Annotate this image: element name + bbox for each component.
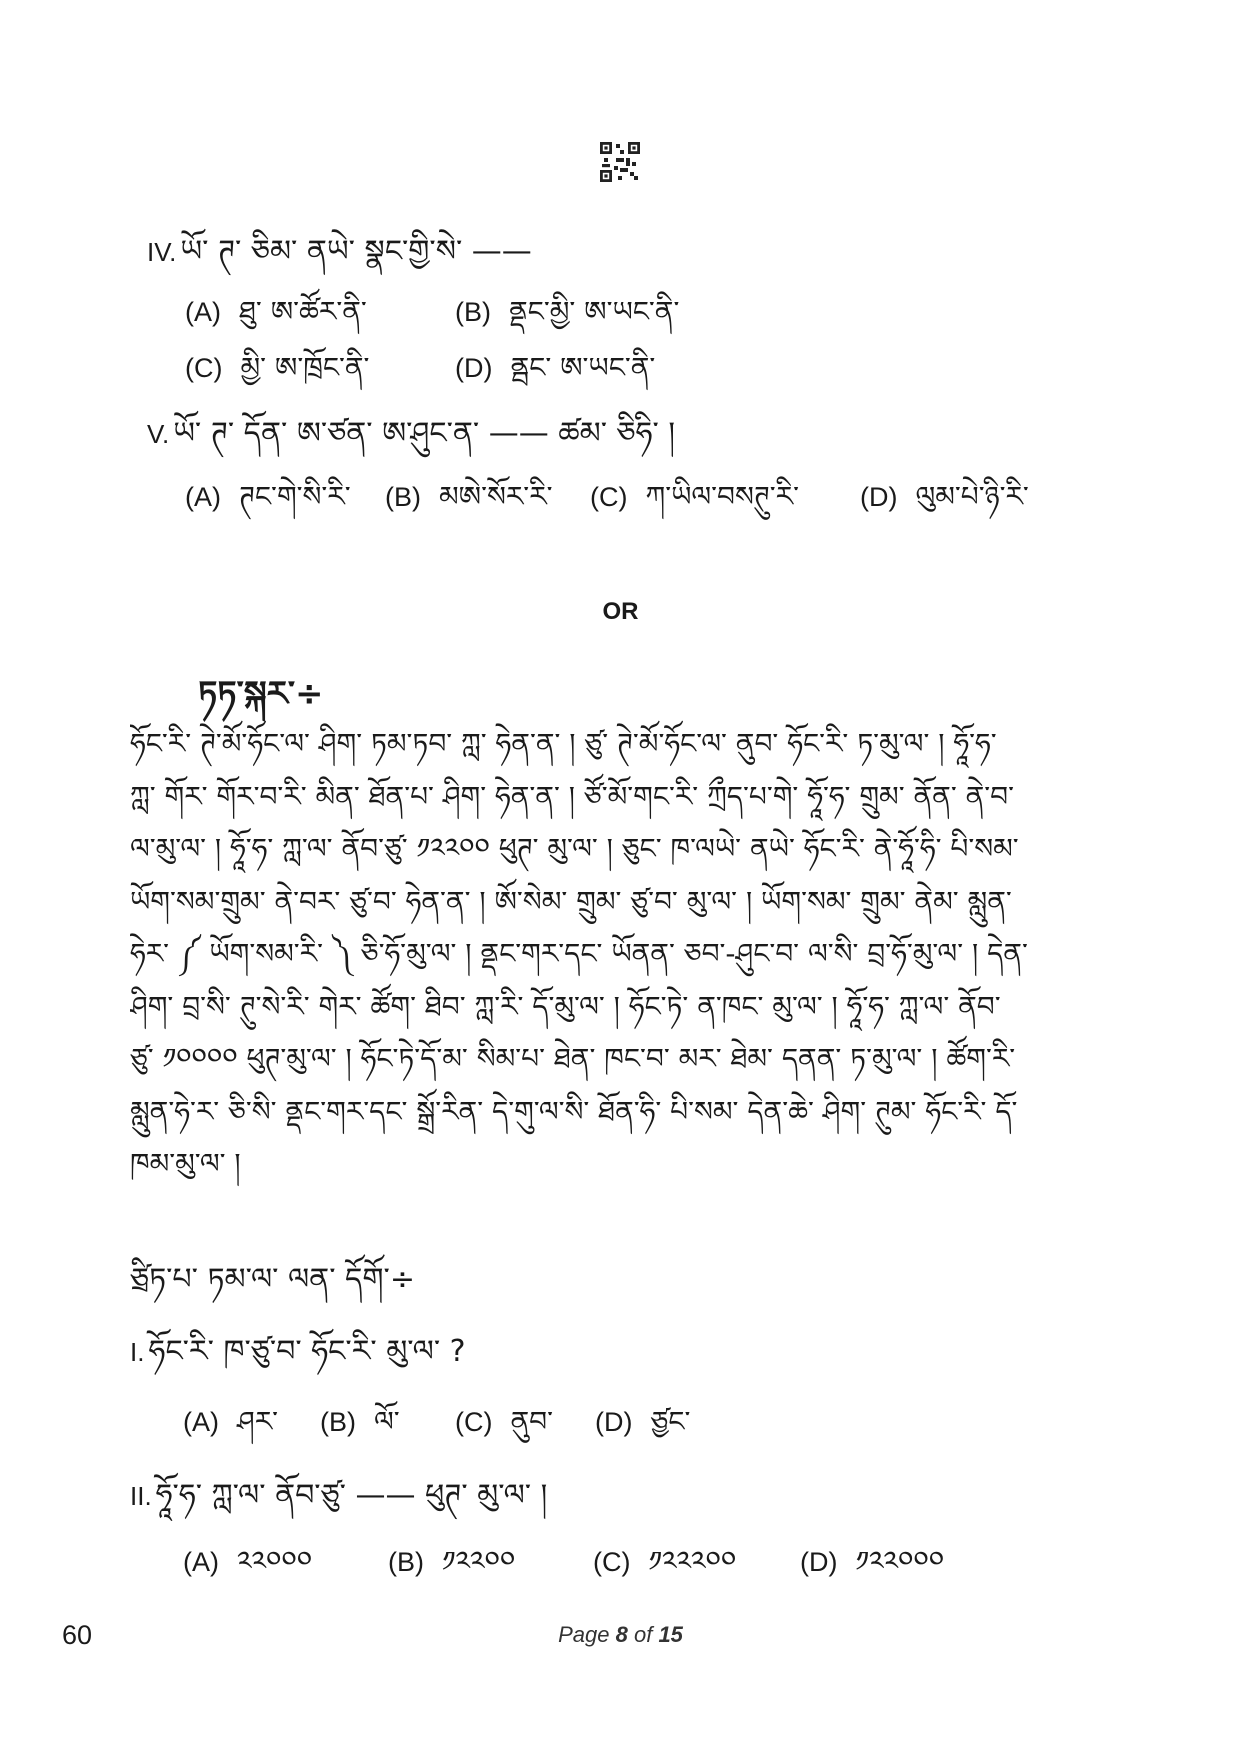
passage (130, 718, 1110, 1191)
option-text: ལོ་ (374, 1405, 400, 1438)
page-code: 60 (62, 1620, 93, 1650)
option-text: ཤར་ (237, 1405, 279, 1438)
option-label: (D) (800, 1547, 838, 1577)
option-b (388, 1530, 515, 1609)
option-a (183, 1530, 312, 1609)
option-label: (D) (595, 1407, 633, 1437)
page-indicator (0, 1622, 1241, 1648)
option-text: ༢༢༠༠༠ (237, 1545, 313, 1578)
option-c (590, 465, 799, 544)
option-label: (A) (183, 1547, 219, 1577)
option-b (385, 465, 553, 544)
question-text: ཧཱོ་ཧ་ ཀླ་ལ་ ནོབ་ཙུ་ —— ཕུཊ་ མུ་ལ་ ། (155, 1478, 548, 1513)
passage-line: ལ་མུ་ལ་ ། ཧཱོ་ཧ་ ཀླ་ལ་ ནོབ་ཙུ་ ༡༢༢༠༠ ཕུཊ་ མུ་ལ་ ། ཅུང་ ཁ་ལཡེ་ ནཡེ་ ཧོང་རི་ ནེ་ཧཱོ་ཧི་ པི་སམ་ (130, 832, 1019, 865)
question-text: ཧོང་རི་ ཁ་ཙུ་བ་ ཧོང་རི་ མུ་ལ་ ? (148, 1334, 466, 1369)
passage-line: ཧེར་ ༼ ཡོག་སམ་རི་ ༽ ཅི་ཧོ་མུ་ལ་ ། ནྡང་གར་དང་ ཡོནན་ ཅབ་-ཤུང་བ་ ལ་སི་ བྲ་ཧོ་མུ་ལ་ ། དེན་ (130, 937, 1028, 970)
option-label: (B) (320, 1407, 356, 1437)
option-text: མྱི་ ཨ་ཁྲོང་ནི་ (240, 351, 370, 384)
option-label: (C) (590, 482, 628, 512)
option-text: མཨེ་སོར་རི་ (439, 480, 553, 513)
option-text: ནྡང་མྱི་ ཨ་ཡང་ནི་ (509, 295, 680, 328)
option-d (800, 1530, 944, 1609)
option-label: (A) (183, 1407, 219, 1437)
passage-line: ཙུ་ ༡༠༠༠༠ ཕུཊ་མུ་ལ་ ། ཧོང་ཏེ་དོ་མ་ སིམ་པ་ ཐེན་ ཁང་བ་ མར་ ཐེམ་ དནན་ ཏ་མུ་ལ་ ། ཚོག་རི་ (130, 1042, 1016, 1075)
option-label: (B) (455, 297, 491, 327)
passage-line: ཤིག་ བྲ་སི་ ཊུ་སེ་རི་ གེར་ ཚོག་ ཐིབ་ ཀླ་རི་ དོ་མུ་ལ་ ། ཧོང་ཏེ་ ན་ཁང་ མུ་ལ་ ། ཧཱོ་ཧ་ ཀླ་ལ་ ནོབ་ (130, 989, 1001, 1023)
qr-code-icon (600, 142, 640, 182)
option-d (860, 465, 1029, 544)
option-b (320, 1390, 400, 1469)
option-text: ཐུ་ ཨ་ཚོར་ནི་ (239, 295, 367, 328)
option-label: (B) (385, 482, 421, 512)
passage-line: ཡོག་སམ་གྲུམ་ ནེ་བར་ ཙུ་བ་ ཧེན་ན་ ། ཨོ་སེམ་ གྲུམ་ ཙུ་བ་ མུ་ལ་ ། ཡོག་སམ་ གྲུམ་ ནེམ་ མླུན་ (130, 884, 1012, 918)
option-label: (A) (185, 297, 221, 327)
passage-line: ཀླ་ གོར་ གོར་བ་རི་ མིན་ ཐོན་པ་ ཤིག་ ཧེན་ན་ ། ཙོ་མོ་གང་རི་ ཀྲྀད་པ་གེ་ ཧཱོ་ཧ་ གྲུམ་ ནོན་ ནེ་བ་ (130, 779, 1015, 813)
passage-line: ཁམ་མུ་ལ་ ། (130, 1147, 241, 1180)
question-instruction: ཙྲིཏ་པ་ ཏམ་ལ་ ལན་ དོགོ་÷ (130, 1262, 415, 1297)
option-label: (D) (860, 482, 898, 512)
question-number: II. (130, 1481, 152, 1511)
option-text: ཊང་གེ་སི་རི་ (239, 480, 351, 513)
option-a (183, 1390, 278, 1469)
option-text: ༡༢༢༢༠༠ (648, 1545, 737, 1578)
option-text: ལུམ་པེ་ཉི་རི་ (915, 480, 1029, 513)
passage-line: མླུན་ཧེ་ར་ ཅི་སི་ ནྡང་གར་དང་ སྒྲོ་རིན་ དེ་གུ་ལ་སི་ ཐོན་ཧི་ པི་སམ་ དེན་ཆེ་ ཤིག་ ཊུམ་ ཧོང་རི་ དོ་ (130, 1094, 1018, 1128)
question-text: ཡོ་ ཊ་ ཅིམ་ ནཡེ་ སྣང་གྱི་སེ་ —— (180, 234, 532, 269)
option-label: (B) (388, 1547, 424, 1577)
option-label: (C) (455, 1407, 493, 1437)
question-i (130, 1318, 466, 1402)
question-number: I. (130, 1337, 145, 1367)
option-text: ནུབ་ (510, 1405, 553, 1438)
page-of: of (633, 1622, 653, 1647)
option-text: ཀ་ཡིལ་བསཊུ་རི་ (645, 480, 799, 513)
page-total: 15 (658, 1622, 683, 1647)
option-label: (A) (185, 482, 221, 512)
page-current: 8 (615, 1622, 628, 1647)
question-text: ཡོ་ ཊ་ དོན་ ཨ་ཙན་ ཨ་ཤུང་ན་ —— ཚམ་ ཅིཧི་ ། (173, 416, 675, 451)
option-text: ༡༢༢༠༠༠ (855, 1545, 945, 1578)
question-number: IV. (147, 237, 177, 267)
option-c (455, 1390, 553, 1469)
question-number: V. (147, 419, 170, 449)
option-d (595, 1390, 690, 1469)
option-label: (D) (455, 353, 493, 383)
option-label: (C) (593, 1547, 631, 1577)
or-divider: OR (602, 598, 639, 625)
option-a (185, 465, 351, 544)
option-c (593, 1530, 736, 1609)
page-prefix: Page (558, 1622, 610, 1647)
option-text: ༡༢༢༠༠ (442, 1545, 516, 1578)
option-label: (C) (185, 353, 223, 383)
passage-line: ཧོང་རི་ ཊེ་མོ་ཧོང་ལ་ ཤིག་ ཏམ་ཏབ་ ཀླ་ ཧེན་ན་ ། ཙུ་ ཊེ་མོ་ཧོང་ལ་ ནུབ་ ཧོང་རི་ ཏ་མུ་ལ་ ། ཧཱོ་ཧ་ (130, 727, 997, 760)
option-text: ཙྱང་ (650, 1405, 691, 1438)
passage-heading: ཏཏ་སྐར་÷ (198, 674, 324, 714)
option-text: ནྦང་ ཨ་ཡང་ནི་ (510, 351, 656, 384)
